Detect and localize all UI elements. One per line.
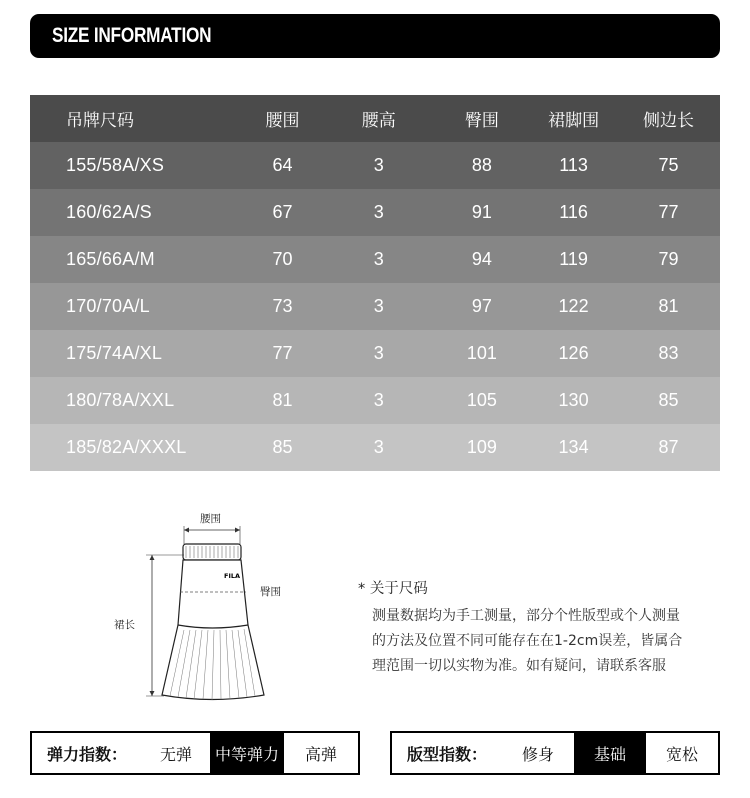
- size-table-cell: 165/66A/M: [66, 249, 155, 269]
- size-table-cell: 155/58A/XS: [66, 155, 165, 175]
- size-table-cell: 75: [658, 155, 679, 175]
- skirt-upper-body: [178, 560, 248, 630]
- column-header-hem: 裙脚围: [548, 111, 600, 131]
- size-table-cell: 87: [658, 437, 679, 457]
- waist-label: 腰围: [200, 513, 221, 525]
- size-table-cell: 88: [471, 155, 492, 175]
- size-table-cell: 126: [558, 343, 589, 363]
- size-table-cell: 91: [471, 202, 492, 222]
- column-header-tag-size: 吊牌尺码: [66, 111, 134, 131]
- size-table-cell: 85: [272, 437, 293, 457]
- column-header-side-length: 侧边长: [643, 111, 695, 131]
- skirt-measurement-diagram: [100, 500, 340, 710]
- size-table-cell: 64: [272, 155, 293, 175]
- size-table-cell: 77: [272, 343, 293, 363]
- size-table-cell: 3: [373, 390, 384, 410]
- size-table-row: [30, 377, 720, 424]
- size-table-cell: 79: [658, 249, 679, 269]
- size-table-cell: 109: [466, 437, 497, 457]
- skirt-logo: FILA: [224, 572, 241, 580]
- size-note-body: [358, 604, 718, 679]
- size-table-cell: 70: [272, 249, 293, 269]
- size-table-cell: 170/70A/L: [66, 296, 150, 316]
- size-table-cell: 97: [471, 296, 492, 316]
- section-title: SIZE INFORMATION: [52, 24, 212, 47]
- size-table-cell: 116: [559, 202, 588, 222]
- elasticity-index: [30, 731, 360, 775]
- size-table-row: [30, 236, 720, 283]
- size-table-cell: 81: [272, 390, 293, 410]
- size-table-row: [30, 424, 720, 471]
- size-table-cell: 101: [466, 343, 497, 363]
- size-note-line: 理范围一切以实物为准。如有疑问，请联系客服: [372, 658, 666, 674]
- size-table-row: [30, 330, 720, 377]
- elasticity-index-label: 弹力指数：: [46, 744, 127, 764]
- size-table-cell: 3: [373, 249, 384, 269]
- size-note-line: 的方法及位置不同可能存在在1-2cm误差，皆属合: [372, 633, 683, 649]
- size-table-row: [30, 142, 720, 189]
- size-table-cell: 122: [558, 296, 589, 316]
- size-table-cell: 81: [658, 296, 679, 316]
- size-table-cell: 3: [373, 343, 384, 363]
- size-table-cell: 3: [373, 155, 384, 175]
- fit-option-loose: 宽松: [665, 744, 698, 764]
- waist-arrow-left-icon: [184, 528, 189, 533]
- hip-label: 臀围: [260, 586, 281, 598]
- size-table-cell: 94: [471, 249, 492, 269]
- section-header-bar: [30, 14, 720, 58]
- size-table: [30, 95, 720, 471]
- size-note-title: * 关于尺码: [358, 581, 428, 597]
- size-note-line: 测量数据均为手工测量，部分个性版型或个人测量: [372, 608, 680, 624]
- size-note: [358, 577, 718, 679]
- fit-option-slim: 修身: [521, 744, 554, 764]
- size-table-row: [30, 189, 720, 236]
- size-table-cell: 185/82A/XXXL: [66, 437, 187, 457]
- size-table-cell: 160/62A/S: [66, 202, 152, 222]
- size-table-cell: 113: [559, 155, 588, 175]
- length-arrow-top-icon: [150, 555, 155, 560]
- size-table-cell: 134: [558, 437, 589, 457]
- size-table-cell: 175/74A/XL: [66, 343, 163, 363]
- size-table-cell: 3: [373, 437, 384, 457]
- column-header-waist: 腰围: [265, 111, 300, 131]
- elasticity-option-none: 无弹: [159, 744, 192, 764]
- size-table-cell: 3: [373, 202, 384, 222]
- size-table-cell: 83: [658, 343, 679, 363]
- size-table-cell: 130: [558, 390, 589, 410]
- size-table-cell: 105: [466, 390, 497, 410]
- length-arrow-bottom-icon: [150, 691, 155, 696]
- size-table-cell: 67: [272, 202, 293, 222]
- size-table-cell: 77: [658, 202, 679, 222]
- fit-index: [390, 731, 720, 775]
- size-table-cell: 3: [373, 296, 384, 316]
- waist-arrow-right-icon: [235, 528, 240, 533]
- size-table-cell: 73: [272, 296, 293, 316]
- column-header-waist-height: 腰高: [361, 111, 396, 131]
- size-table-row: [30, 283, 720, 330]
- skirt-waistband: [183, 544, 241, 560]
- size-table-cell: 85: [658, 390, 679, 410]
- length-label: 裙长: [114, 619, 135, 631]
- elasticity-option-medium: 中等弹力: [210, 733, 284, 773]
- size-table-header-row: [30, 95, 720, 142]
- size-table-cell: 119: [559, 249, 588, 269]
- elasticity-option-high: 高弹: [304, 744, 337, 764]
- column-header-hip: 臀围: [464, 111, 499, 131]
- fit-option-regular: 基础: [574, 733, 646, 773]
- fit-index-label: 版型指数：: [406, 744, 487, 764]
- size-table-cell: 180/78A/XXL: [66, 390, 175, 410]
